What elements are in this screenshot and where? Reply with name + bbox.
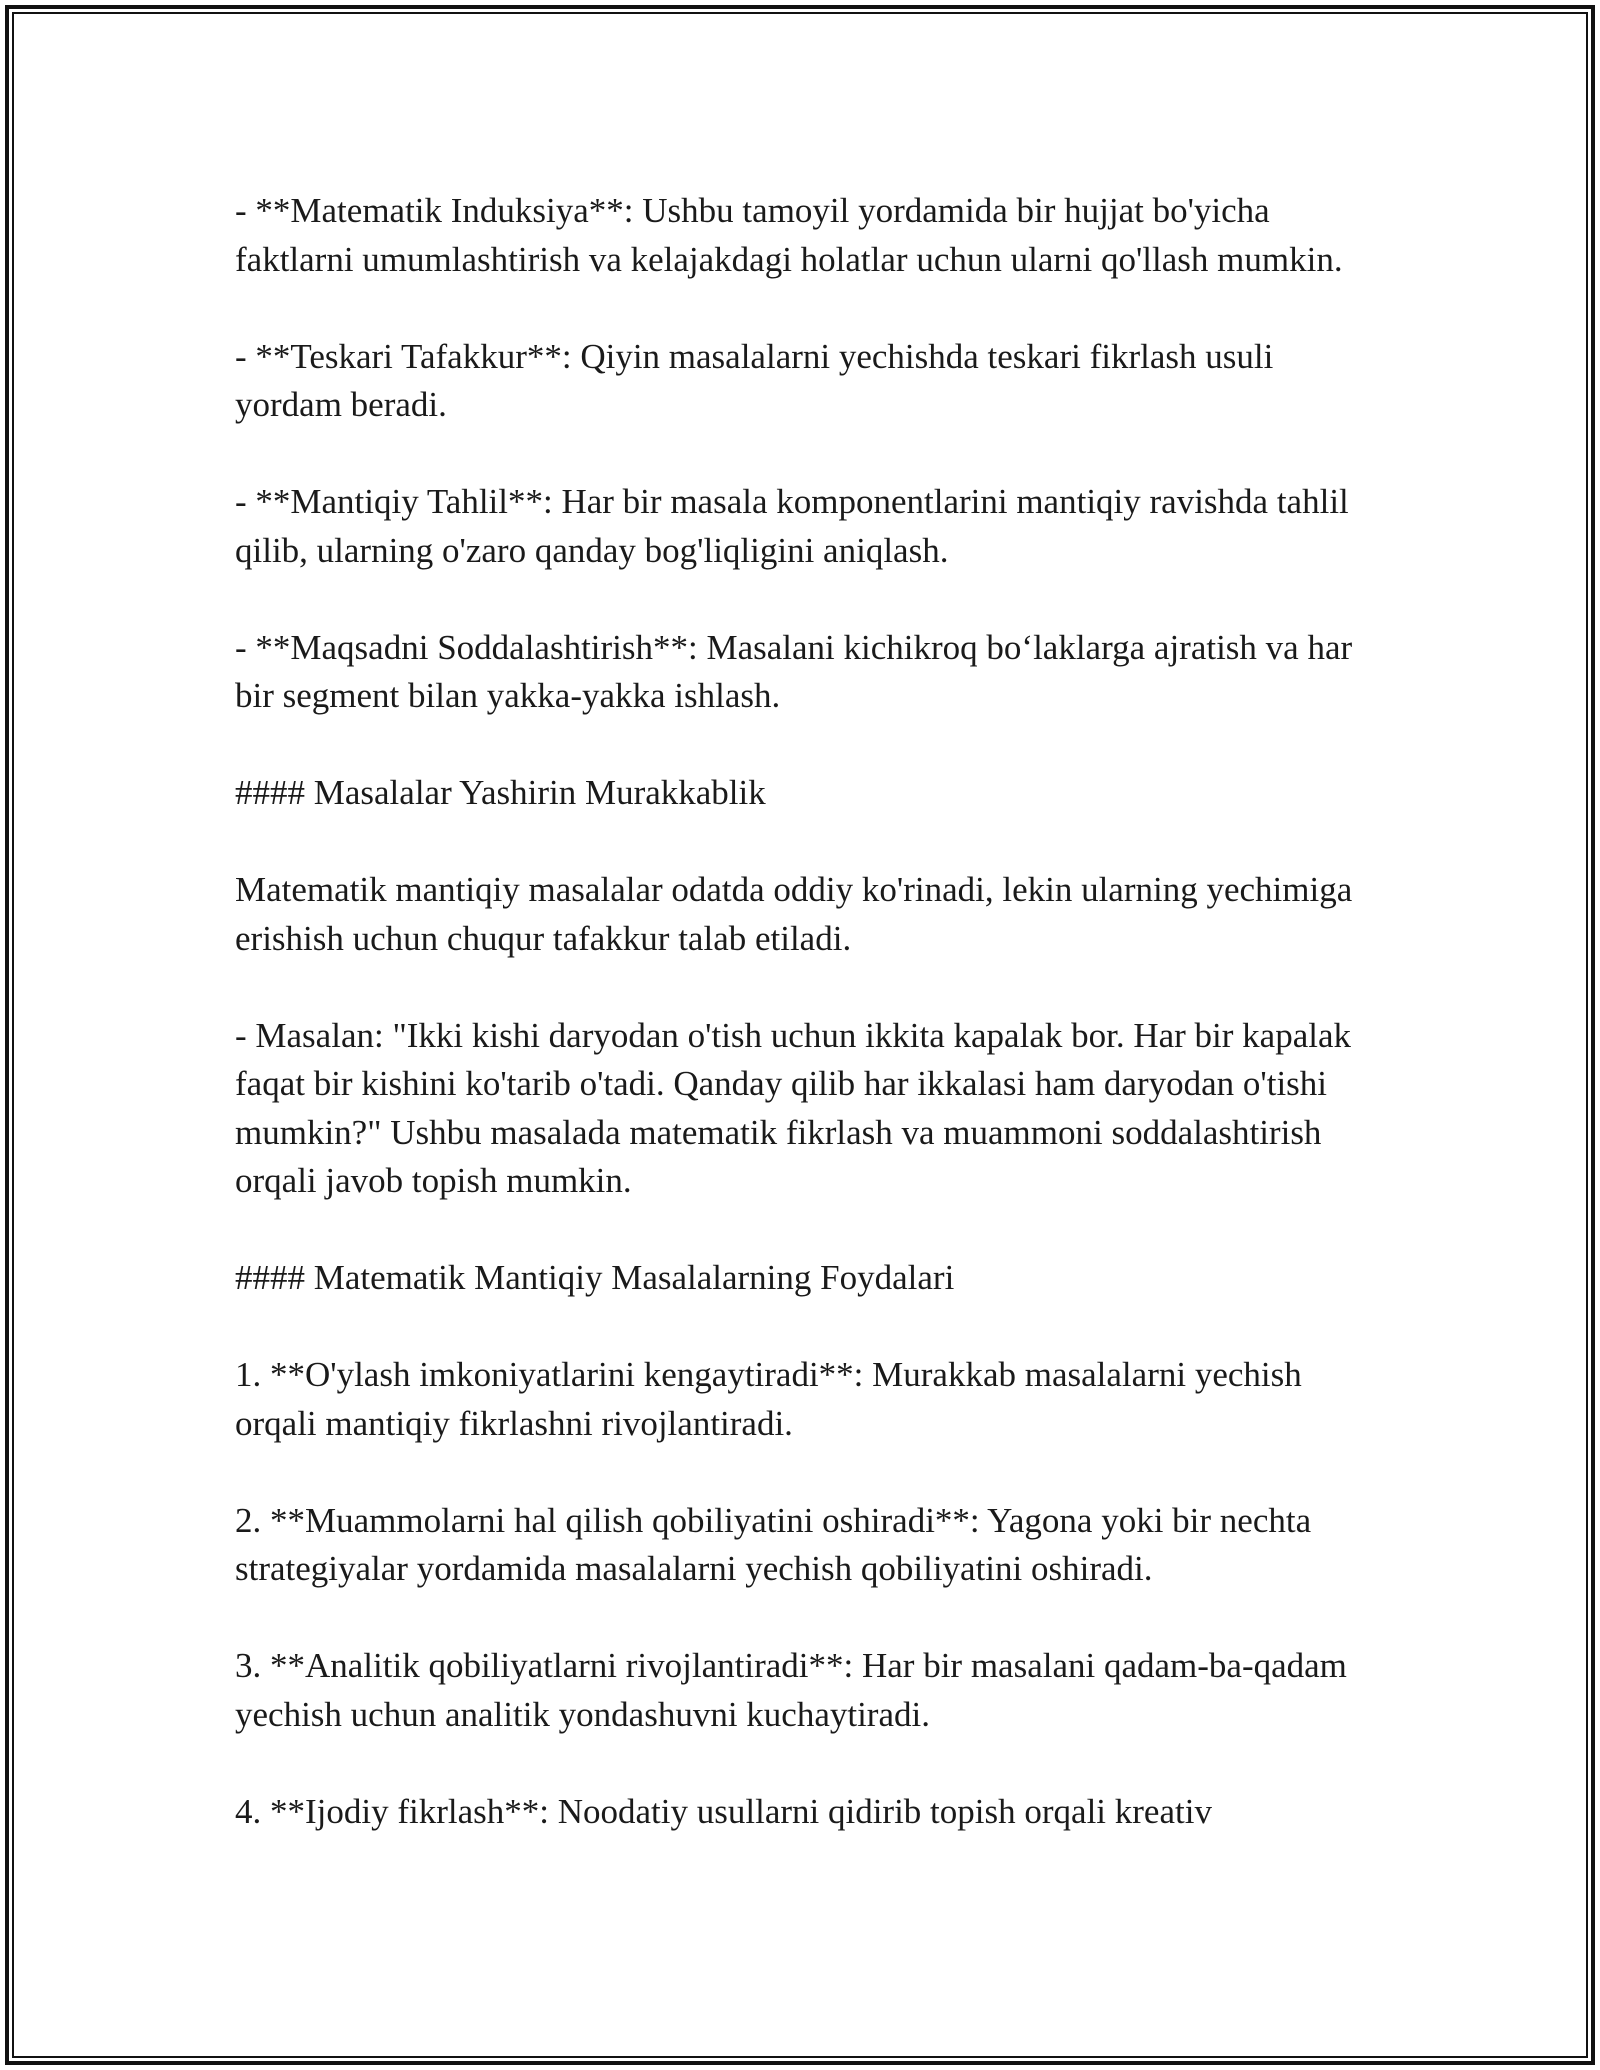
bullet-matematik-induksiya: - **Matematik Induksiya**: Ushbu tamoyil yordamida bir hujjat bo'yicha faktlarni umumlashtirish va kelajakdagi holatlar uchun ularni qo'llash mumkin. <box>235 191 1343 279</box>
list-item-2: 2. **Muammolarni hal qilish qobiliyatini oshiradi**: Yagona yoki bir nechta strategiyalar yordamida masalalarni yechish qobiliyatini oshiradi. <box>235 1500 1312 1588</box>
bullet-maqsadni-soddalashtirish: - **Maqsadni Soddalashtirish**: Masalani kichikroq bo‘laklarga ajratish va har bir segment bilan yakka-yakka ishlash. <box>235 627 1353 715</box>
heading-foydalari: #### Matematik Mantiqiy Masalalarning Foydalari <box>235 1258 955 1297</box>
list-item-3: 3. **Analitik qobiliyatlarni rivojlantiradi**: Har bir masalani qadam-ba-qadam yechish uchun analitik yondashuvni kuchaytiradi. <box>235 1646 1347 1734</box>
list-item-4: 4. **Ijodiy fikrlash**: Noodatiy usullarni qidirib topish orqali kreativ <box>235 1791 1212 1831</box>
paragraph-intro: Matematik mantiqiy masalalar odatda oddiy ko'rinadi, lekin ularning yechimiga erishish uchun chuqur tafakkur talab etiladi. <box>235 870 1353 958</box>
list-item-1: 1. **O'ylash imkoniyatlarini kengaytiradi**: Murakkab masalalarni yechish orqali mantiqiy fikrlashni rivojlantiradi. <box>235 1355 1302 1443</box>
document-body <box>235 187 1365 1836</box>
bullet-masalan: - Masalan: "Ikki kishi daryodan o'tish uchun ikkita kapalak bor. Har bir kapalak faqat bir kishini ko'tarib o'tadi. Qanday qilib har ikkalasi ham daryodan o'tishi mumkin?" Ushbu masalada matematik fikrlash va muammoni soddalashtirish orqali javob topish mumkin. <box>235 1015 1352 1200</box>
bullet-teskari-tafakkur: - **Teskari Tafakkur**: Qiyin masalalarni yechishda teskari fikrlash usuli yordam beradi. <box>235 336 1274 424</box>
heading-masalalar-yashirin-murakkablik: #### Masalalar Yashirin Murakkablik <box>235 773 766 812</box>
bullet-mantiqiy-tahlil: - **Mantiqiy Tahlil**: Har bir masala komponentlarini mantiqiy ravishda tahlil qilib, ularning o'zaro qanday bog'liqligini aniqlash. <box>235 482 1349 570</box>
